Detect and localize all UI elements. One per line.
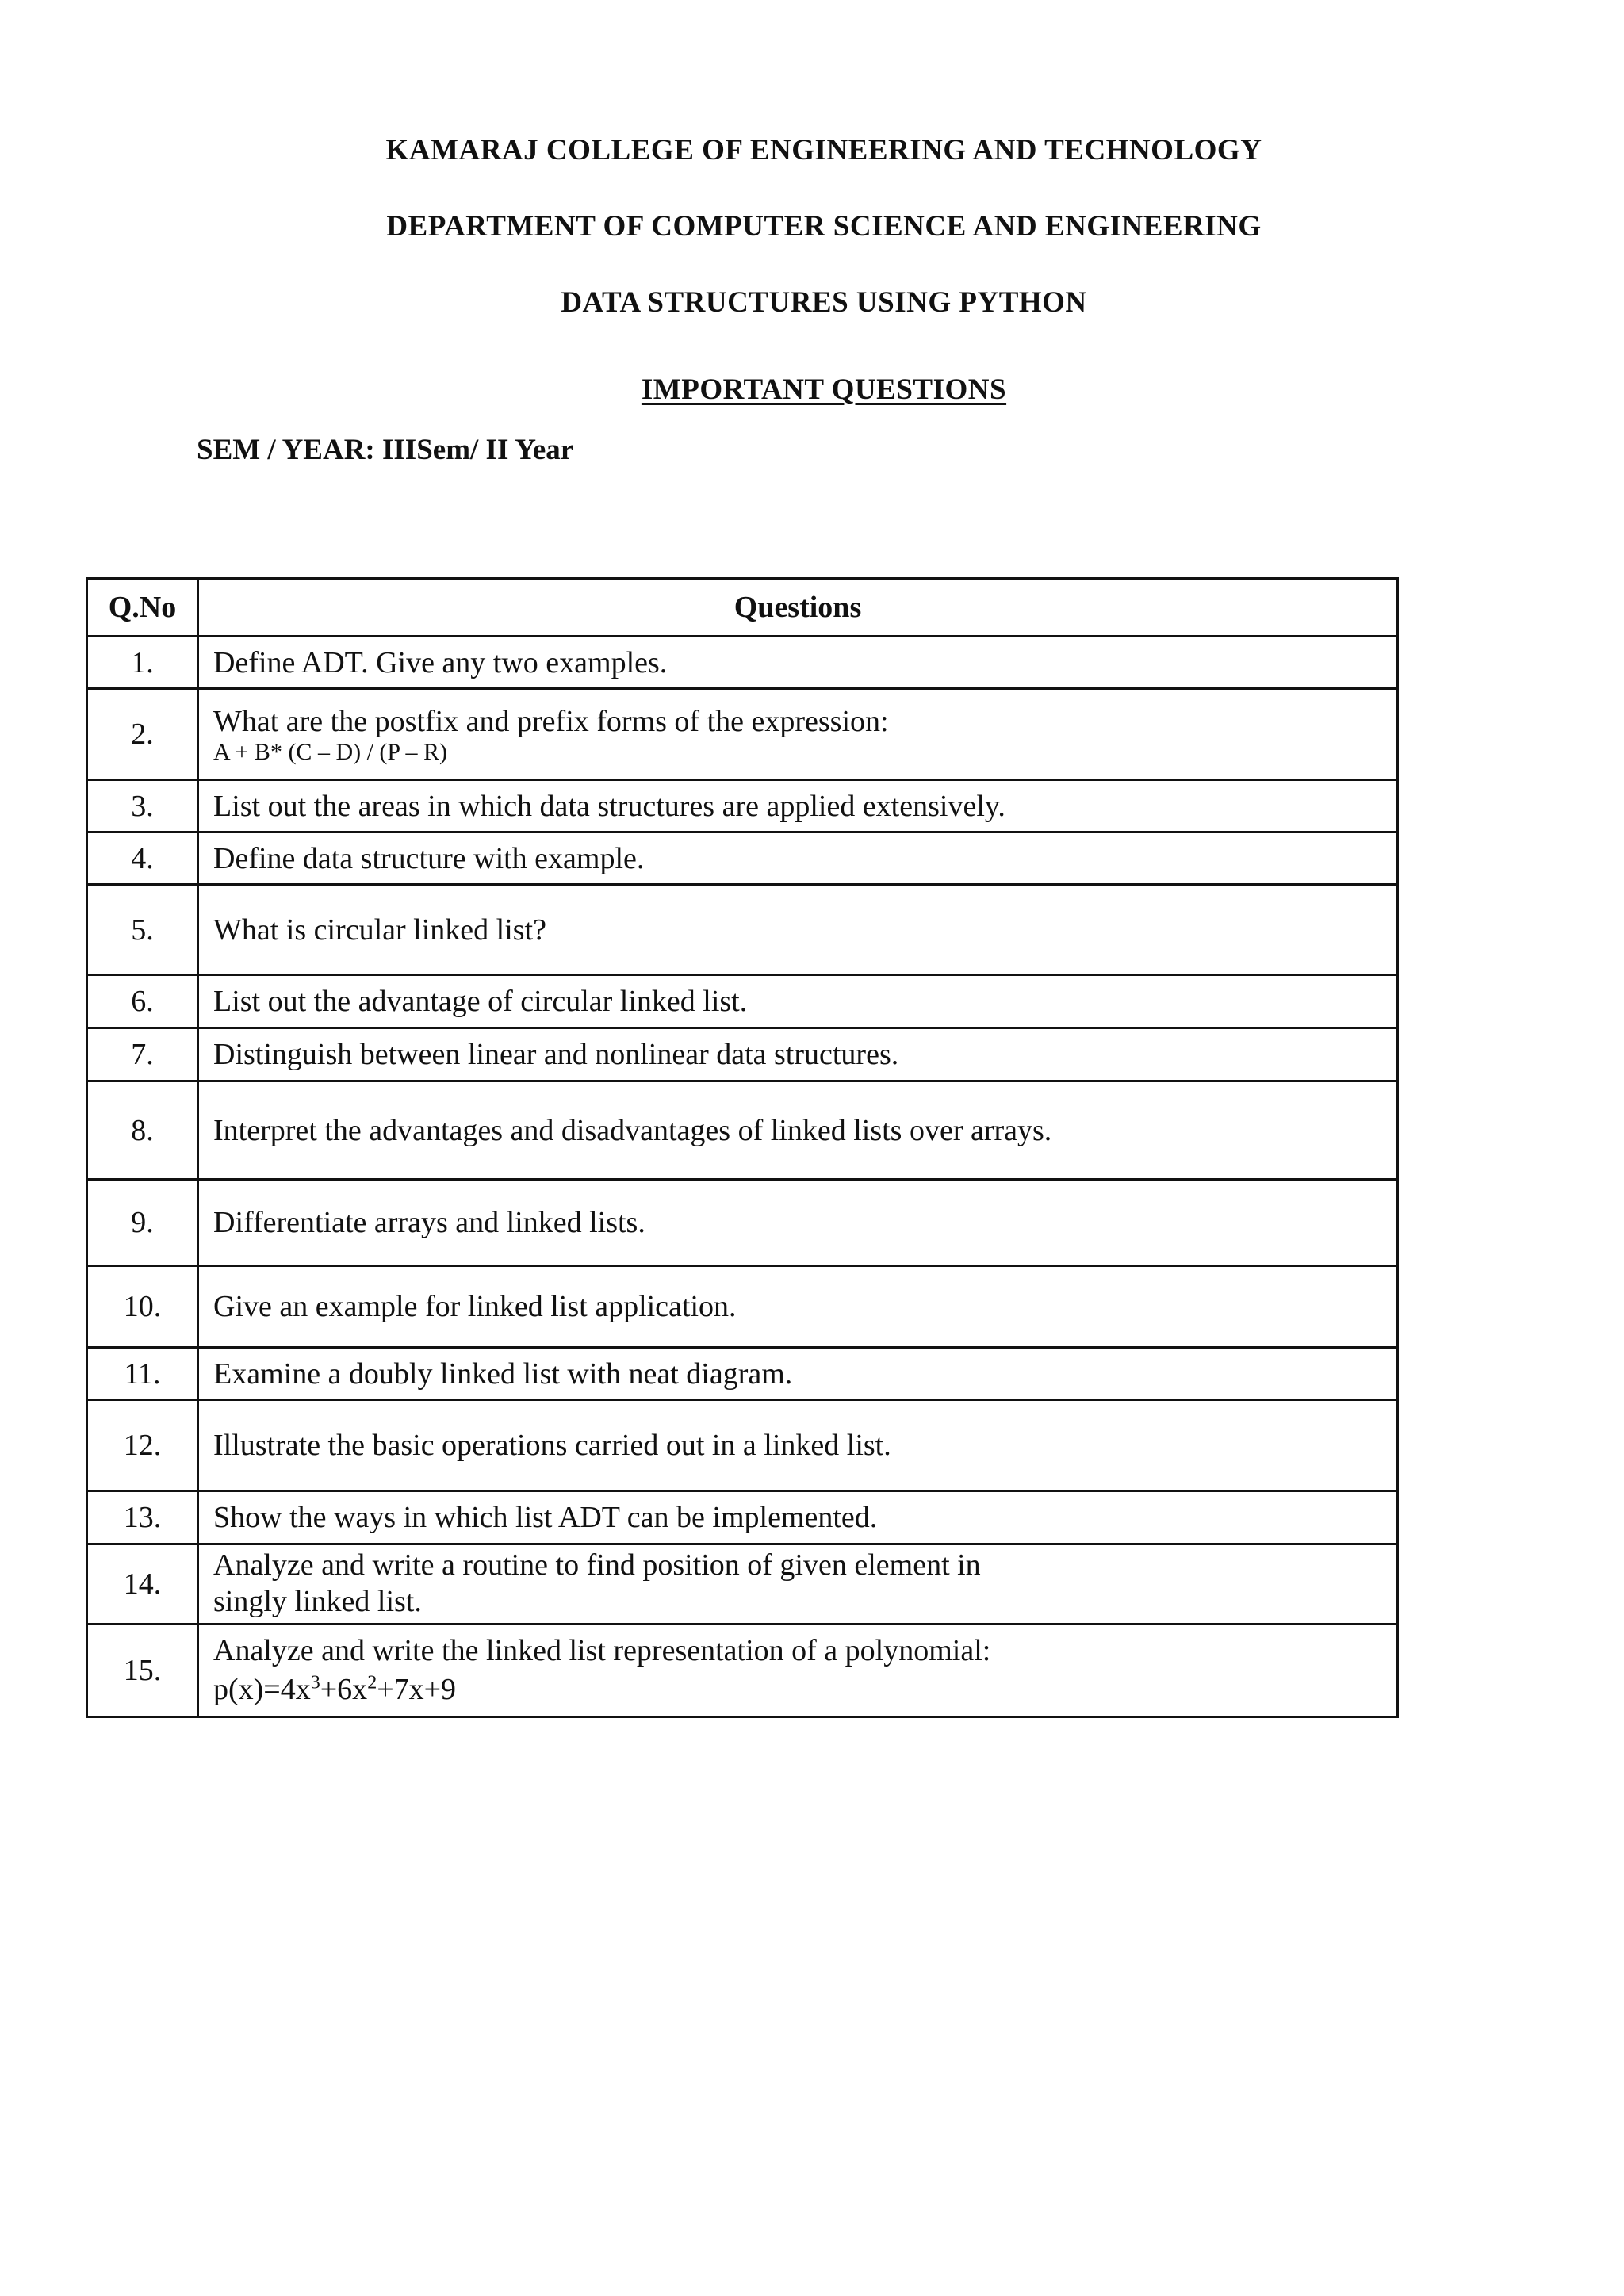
document-title: IMPORTANT QUESTIONS — [641, 373, 1007, 406]
question-text: Analyze and write the linked list representation of a polynomial: — [213, 1633, 991, 1667]
question-number: 3. — [87, 780, 198, 832]
question-text: Define data structure with example. — [198, 832, 1398, 885]
question-number: 5. — [87, 885, 198, 975]
table-row — [87, 1348, 1398, 1400]
table-row — [87, 780, 1398, 832]
question-text: Analyze and write a routine to find position of given element in — [213, 1548, 981, 1582]
question-text: Interpret the advantages and disadvantages of linked lists over arrays. — [198, 1081, 1398, 1180]
questions-table — [86, 577, 1399, 1718]
poly-term: +6x — [320, 1673, 368, 1706]
poly-exponent: 3 — [310, 1672, 320, 1693]
table-row — [87, 1491, 1398, 1544]
question-number: 1. — [87, 637, 198, 689]
question-number: 8. — [87, 1081, 198, 1180]
question-text: List out the advantage of circular linked list. — [198, 975, 1398, 1028]
poly-term: p(x)=4x — [213, 1673, 311, 1706]
question-text: Give an example for linked list application. — [198, 1266, 1398, 1348]
department-name: DEPARTMENT OF COMPUTER SCIENCE AND ENGINEERING — [386, 210, 1262, 243]
question-number: 2. — [87, 689, 198, 780]
question-number: 10. — [87, 1266, 198, 1348]
table-row — [87, 1081, 1398, 1180]
question-number: 9. — [87, 1180, 198, 1266]
question-cell — [198, 1624, 1398, 1717]
table-row — [87, 885, 1398, 975]
question-number: 4. — [87, 832, 198, 885]
question-number: 7. — [87, 1028, 198, 1081]
question-number: 6. — [87, 975, 198, 1028]
sem-year-label: SEM / YEAR: IIISem/ II Year — [197, 434, 574, 466]
question-number: 15. — [87, 1624, 198, 1717]
polynomial-expression — [213, 1673, 456, 1706]
table-row — [87, 1624, 1398, 1717]
table-row — [87, 689, 1398, 780]
table-row — [87, 1180, 1398, 1266]
table-header-row — [87, 579, 1398, 637]
poly-term: +7x+9 — [377, 1673, 457, 1706]
question-number: 12. — [87, 1400, 198, 1491]
table-row — [87, 1266, 1398, 1348]
table-row — [87, 1544, 1398, 1624]
question-cell — [198, 1544, 1398, 1624]
question-text: Differentiate arrays and linked lists. — [198, 1180, 1398, 1266]
question-text: Distinguish between linear and nonlinear data structures. — [198, 1028, 1398, 1081]
question-text: Define ADT. Give any two examples. — [198, 637, 1398, 689]
qno-header: Q.No — [87, 579, 198, 637]
question-text: What is circular linked list? — [198, 885, 1398, 975]
question-text: List out the areas in which data structures are applied extensively. — [198, 780, 1398, 832]
table-row — [87, 1400, 1398, 1491]
poly-exponent: 2 — [367, 1672, 377, 1693]
question-number: 14. — [87, 1544, 198, 1624]
table-row — [87, 975, 1398, 1028]
question-text: Illustrate the basic operations carried out in a linked list. — [198, 1400, 1398, 1491]
question-number: 13. — [87, 1491, 198, 1544]
question-text: Show the ways in which list ADT can be implemented. — [198, 1491, 1398, 1544]
table-row — [87, 832, 1398, 885]
table-row — [87, 637, 1398, 689]
college-name: KAMARAJ COLLEGE OF ENGINEERING AND TECHNOLOGY — [385, 134, 1262, 166]
question-cell — [198, 689, 1398, 780]
question-expression: A + B* (C – D) / (P – R) — [213, 738, 447, 765]
question-text-line2: singly linked list. — [213, 1585, 422, 1618]
subject-title: DATA STRUCTURES USING PYTHON — [561, 286, 1087, 319]
table-row — [87, 1028, 1398, 1081]
question-text: What are the postfix and prefix forms of the expression: — [213, 704, 889, 738]
question-text: Examine a doubly linked list with neat diagram. — [198, 1348, 1398, 1400]
question-number: 11. — [87, 1348, 198, 1400]
questions-header: Questions — [198, 579, 1398, 637]
